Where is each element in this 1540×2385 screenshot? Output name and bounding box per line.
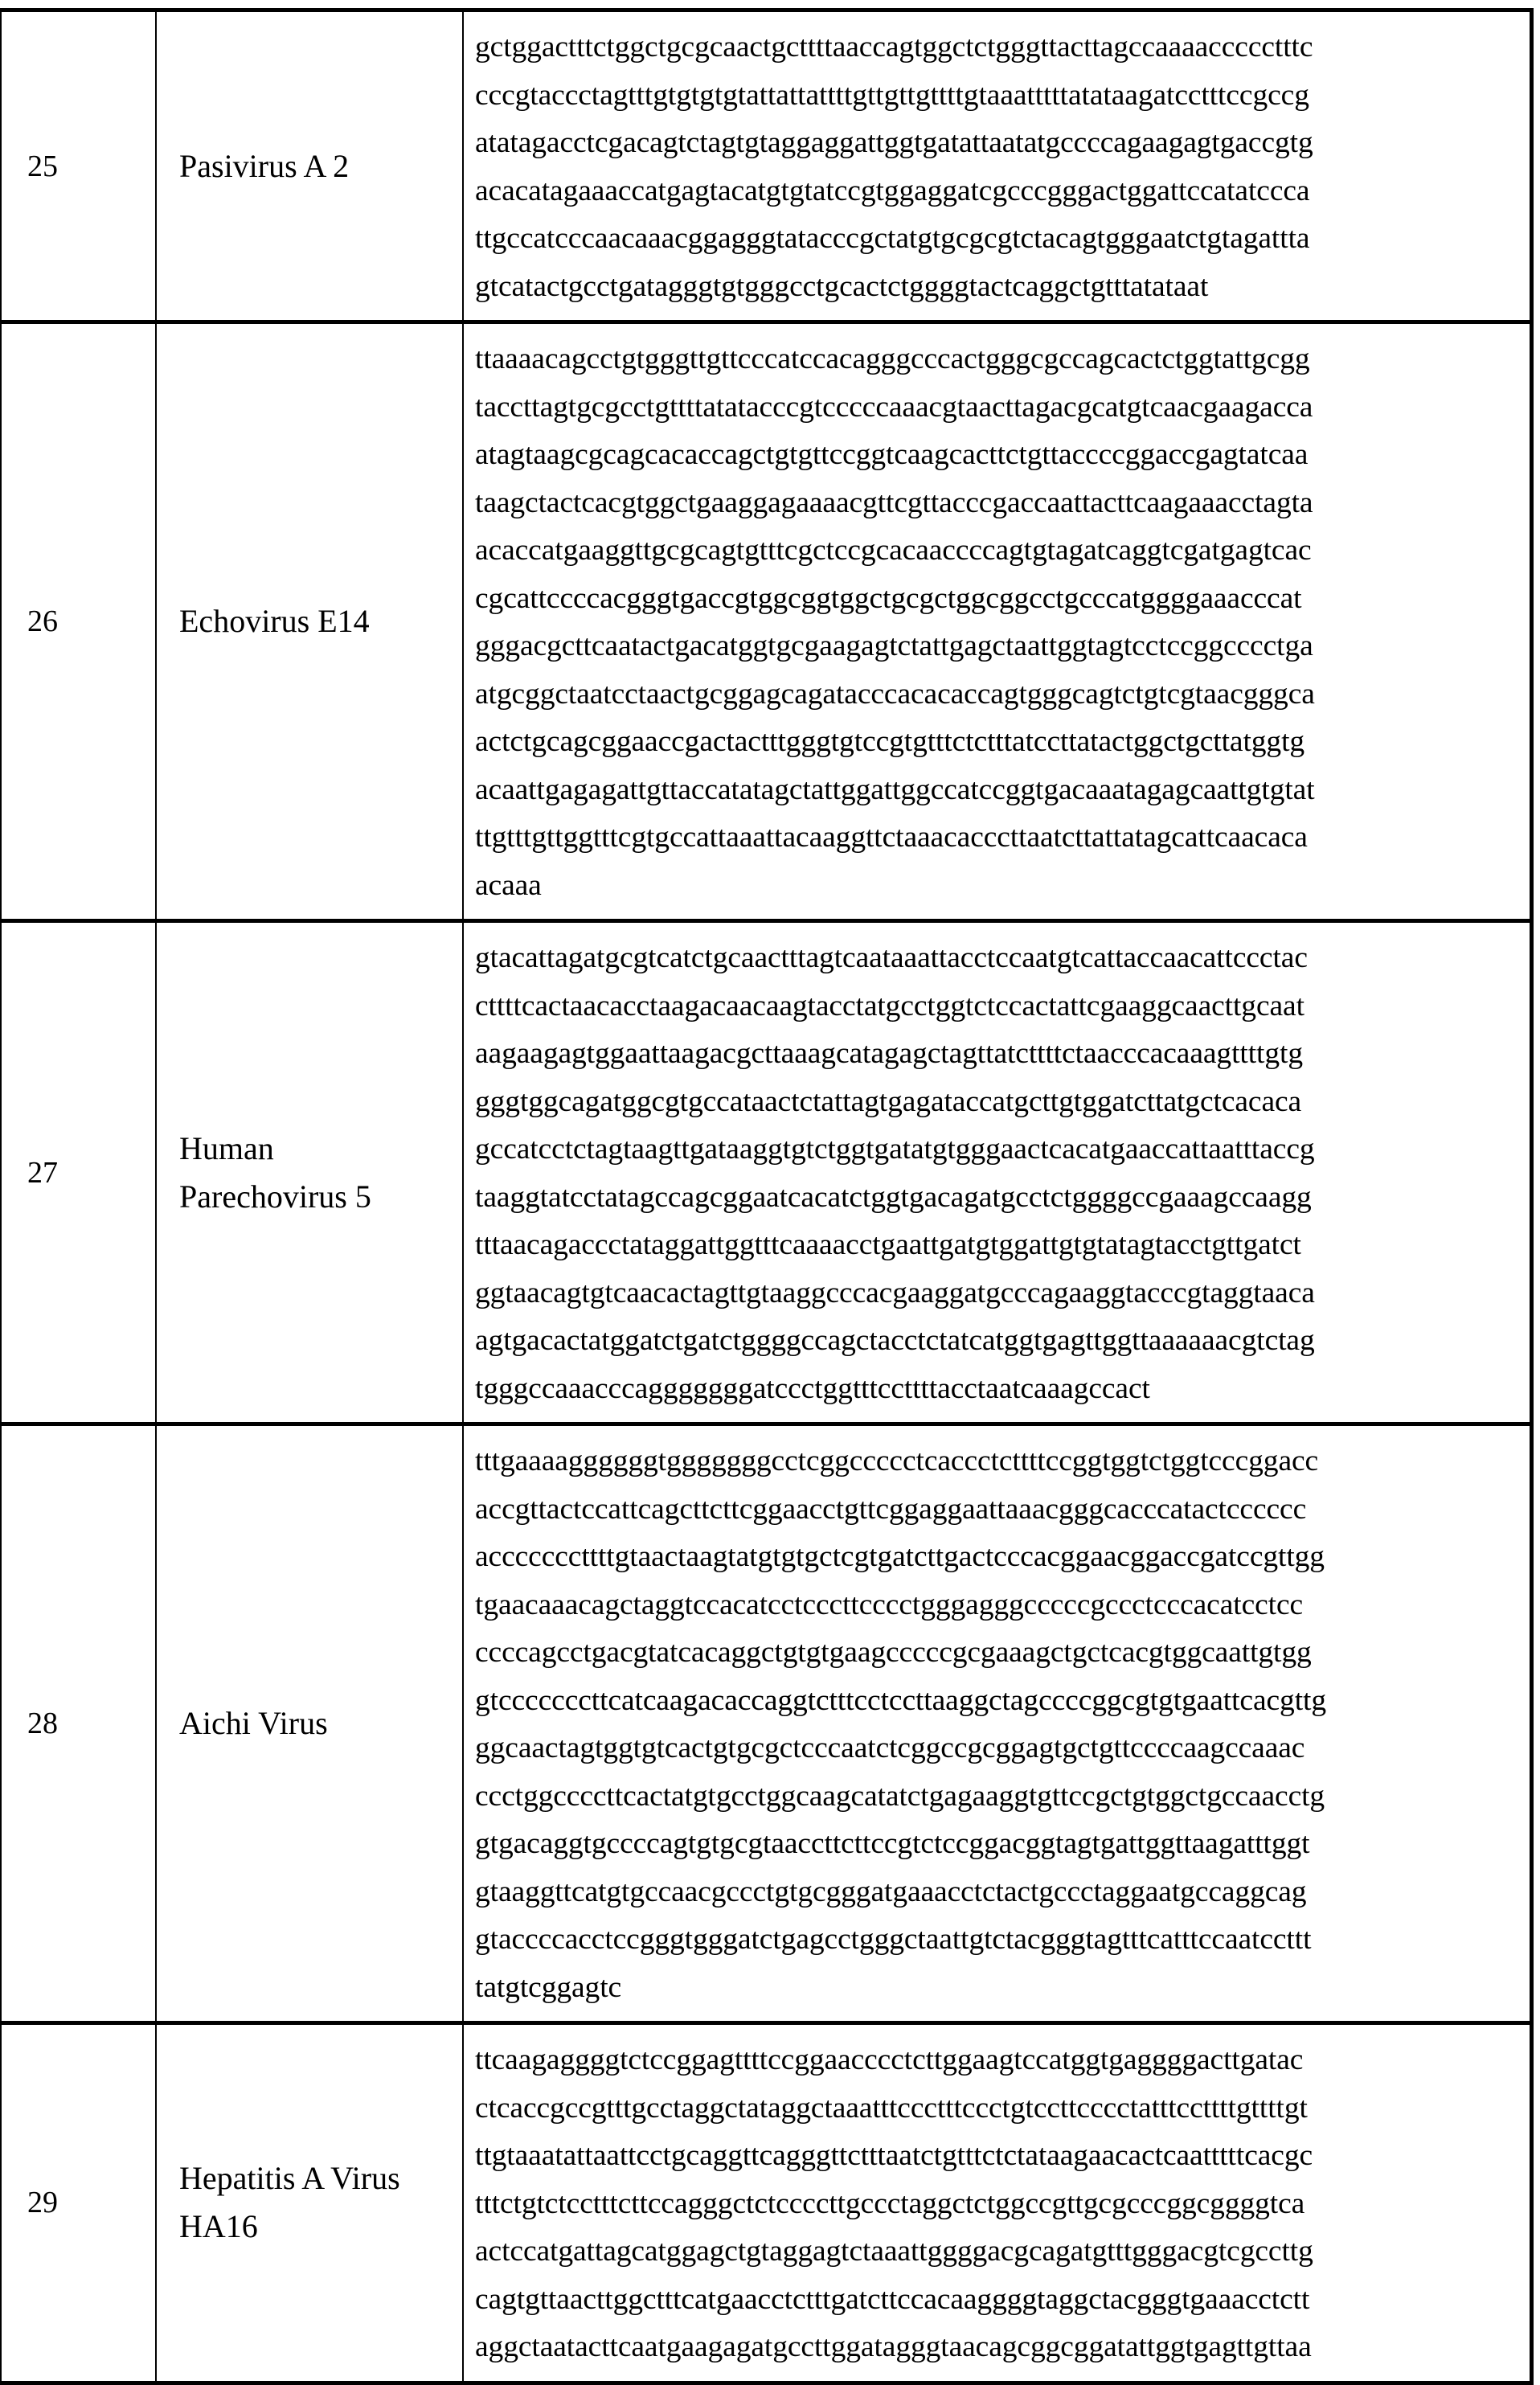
sequence-line: ttgtaaatattaattcctgcaggttcagggttctttaatctgtttctctataagaacactcaatttttcacgc — [475, 2132, 1530, 2180]
sequence-line: ggtaacagtgtcaacactagttgtaaggcccacgaaggatgcccagaaggtacccgtaggtaaca — [475, 1269, 1530, 1317]
sequence-line: ccctggccccttcactatgtgcctggcaagcatatctgagaaggtgttccgctgtggctgccaacctg — [475, 1772, 1530, 1821]
table-row — [1, 921, 1532, 1424]
sequence-line: agtgacactatggatctgatctggggccagctacctctatcatggtgagttggttaaaaaacgtctag — [475, 1317, 1530, 1365]
row-number: 28 — [1, 1424, 156, 2023]
sequence-line: gtaccccacctccgggtgggatctgagcctgggctaattgtctacgggtagtttcatttccaatccttt — [475, 1916, 1530, 1964]
sequence-line: aagaagagtggaattaagacgcttaaagcatagagctagttatcttttctaacccacaaagttttgtg — [475, 1030, 1530, 1078]
sequence-cell — [463, 2023, 1532, 2383]
sequence-line: ctcaccgccgtttgcctaggctataggctaaatttccctttccctgtccttcccctatttccttttgttttgt — [475, 2084, 1530, 2133]
sequence-line: actccatgattagcatggagctgtaggagtctaaattggggacgcagatgtttgggacgtcgccttg — [475, 2227, 1530, 2276]
sequence-line: ttaaaacagcctgtgggttgttcccatccacagggcccactgggcgccagcactctggtattgcgg — [475, 335, 1530, 383]
sequence-line: atagtaagcgcagcacaccagctgtgttccggtcaagcacttctgttaccccggaccgagtatcaa — [475, 431, 1530, 479]
sequence-line: tatgtcggagtc — [475, 1964, 1530, 2012]
row-number: 27 — [1, 921, 156, 1424]
virus-name-line: Parechovirus 5 — [179, 1173, 462, 1221]
sequence-line: taaggtatcctatagccagcggaatcacatctggtgacagatgcctctggggccgaaagccaagg — [475, 1174, 1530, 1222]
sequence-line: gggacgcttcaatactgacatggtgcgaagagtctattgagctaattggtagtcctccggcccctga — [475, 622, 1530, 670]
sequence-line: acaattgagagattgttaccatatagctattggattggccatccggtgacaaatagagcaattgtgtat — [475, 766, 1530, 814]
sequence-line: atatagacctcgacagtctagtgtaggaggattggtgatattaatatgccccagaagagtgaccgtg — [475, 119, 1530, 167]
sequence-line: acacatagaaaccatgagtacatgtgtatccgtggaggatcgcccgggactggattccatatccca — [475, 167, 1530, 215]
sequence-line: tgaacaaacagctaggtccacatcctcccttcccctgggagggcccccgccctcccacatcctcc — [475, 1581, 1530, 1629]
sequence-line: gtacattagatgcgtcatctgcaactttagtcaataaattacctccaatgtcattaccaacattccctac — [475, 934, 1530, 982]
sequence-line: cccgtaccctagtttgtgtgtgtattattattttgttgttgttttgtaaatttttatataagatcctttccgccg — [475, 72, 1530, 120]
virus-name — [156, 921, 463, 1424]
sequence-line: ccccagcctgacgtatcacaggctgtgtgaagcccccgcgaaagctgctcacgtggcaattgtgg — [475, 1629, 1530, 1677]
sequence-line: acaccatgaaggttgcgcagtgtttcgctccgcacaaccccagtgtagatcaggtcgatgagtcac — [475, 527, 1530, 575]
row-number: 26 — [1, 322, 156, 921]
row-number: 29 — [1, 2023, 156, 2383]
sequence-line: acaaa — [475, 862, 1530, 910]
virus-name-line: Aichi Virus — [179, 1699, 462, 1748]
sequence-line: tgggccaaacccagggggggatccctggtttccttttacctaatcaaagccact — [475, 1365, 1530, 1413]
virus-name-line: Human — [179, 1125, 462, 1173]
virus-name-line: Echovirus E14 — [179, 597, 462, 645]
sequence-line: gctggactttctggctgcgcaactgcttttaaccagtggctctgggttacttagccaaaaccccctttc — [475, 23, 1530, 72]
sequence-line: ggcaactagtggtgtcactgtgcgctcccaatctcggccgcggagtgctgttccccaagccaaac — [475, 1724, 1530, 1772]
sequence-line: gccatcctctagtaagttgataaggtgtctggtgatatgtgggaactcacatgaaccattaatttaccg — [475, 1125, 1530, 1174]
virus-name — [156, 10, 463, 322]
sequence-table — [0, 8, 1534, 2385]
virus-name — [156, 322, 463, 921]
table-body — [1, 10, 1532, 2383]
sequence-line: tttctgtctcctttcttccagggctctccccttgccctaggctctggccgttgcgcccggcggggtca — [475, 2180, 1530, 2228]
sequence-line: gggtggcagatggcgtgccataactctattagtgagataccatgcttgtggatcttatgctcacaca — [475, 1078, 1530, 1126]
table-row — [1, 322, 1532, 921]
sequence-line: atgcggctaatcctaactgcggagcagatacccacacaccagtgggcagtctgtcgtaacgggca — [475, 670, 1530, 719]
sequence-line: gtcatactgcctgatagggtgtgggcctgcactctggggtactcaggctgtttatataat — [475, 263, 1530, 311]
table-row — [1, 10, 1532, 322]
sequence-cell — [463, 1424, 1532, 2023]
virus-name — [156, 1424, 463, 2023]
sequence-line: ttgtttgttggtttcgtgccattaaattacaaggttctaaacacccttaatcttattatagcattcaacaca — [475, 813, 1530, 862]
sequence-line: aggctaatacttcaatgaagagatgccttggatagggtaacagcggcggatattggtgagttgttaa — [475, 2323, 1530, 2371]
table-row — [1, 1424, 1532, 2023]
sequence-cell — [463, 322, 1532, 921]
row-number: 25 — [1, 10, 156, 322]
sequence-cell — [463, 10, 1532, 322]
sequence-line: acccccccttttgtaactaagtatgtgtgctcgtgatcttgactcccacggaacggaccgatccgttgg — [475, 1533, 1530, 1581]
sequence-line: accgttactccattcagcttcttcggaacctgttcggaggaattaaacgggcacccatactcccccc — [475, 1486, 1530, 1534]
sequence-line: ttgccatcccaacaaacggagggtatacccgctatgtgcgcgtctacagtgggaatctgtagattta — [475, 215, 1530, 263]
sequence-line: cagtgttaacttggctttcatgaacctctttgatcttccacaaggggtaggctacgggtgaaacctctt — [475, 2276, 1530, 2324]
table-row — [1, 2023, 1532, 2383]
sequence-line: cgcattccccacgggtgaccgtggcggtggctgcgctggcggcctgcccatggggaaacccat — [475, 575, 1530, 623]
sequence-line: ttcaagaggggtctccggagttttccggaacccctcttggaagtccatggtgaggggacttgatac — [475, 2036, 1530, 2084]
virus-name-line: Hepatitis A Virus — [179, 2154, 462, 2203]
sequence-line: tttgaaaaggggggtgggggggcctcggccccctcaccctcttttccggtggtctggtcccggacc — [475, 1437, 1530, 1486]
sequence-line: gtgacaggtgccccagtgtgcgtaaccttcttccgtctccggacggtagtgattggttaagatttggt — [475, 1820, 1530, 1868]
sequence-line: gtcccccccttcatcaagacaccaggtctttcctccttaaggctagccccggcgtgtgaattcacgttg — [475, 1677, 1530, 1725]
virus-name-line: Pasivirus A 2 — [179, 142, 462, 191]
sequence-line: taccttagtgcgcctgttttatatacccgtcccccaaacgtaacttagacgcatgtcaacgaagacca — [475, 383, 1530, 432]
virus-name — [156, 2023, 463, 2383]
sequence-line: taagctactcacgtggctgaaggagaaaacgttcgttacccgaccaattacttcaagaaacctagta — [475, 479, 1530, 527]
sequence-line: actctgcagcggaaccgactactttgggtgtccgtgtttctctttatccttatactggctgcttatggtg — [475, 718, 1530, 766]
sequence-cell — [463, 921, 1532, 1424]
sequence-line: tttaacagaccctataggattggtttcaaaacctgaattgatgtggattgtgtatagtacctgttgatct — [475, 1221, 1530, 1269]
sequence-line: cttttcactaacacctaagacaacaagtacctatgcctggtctccactattcgaaggcaacttgcaat — [475, 982, 1530, 1031]
virus-name-line: HA16 — [179, 2203, 462, 2251]
sequence-line: gtaaggttcatgtgccaacgccctgtgcgggatgaaacctctactgccctaggaatgccaggcag — [475, 1868, 1530, 1916]
